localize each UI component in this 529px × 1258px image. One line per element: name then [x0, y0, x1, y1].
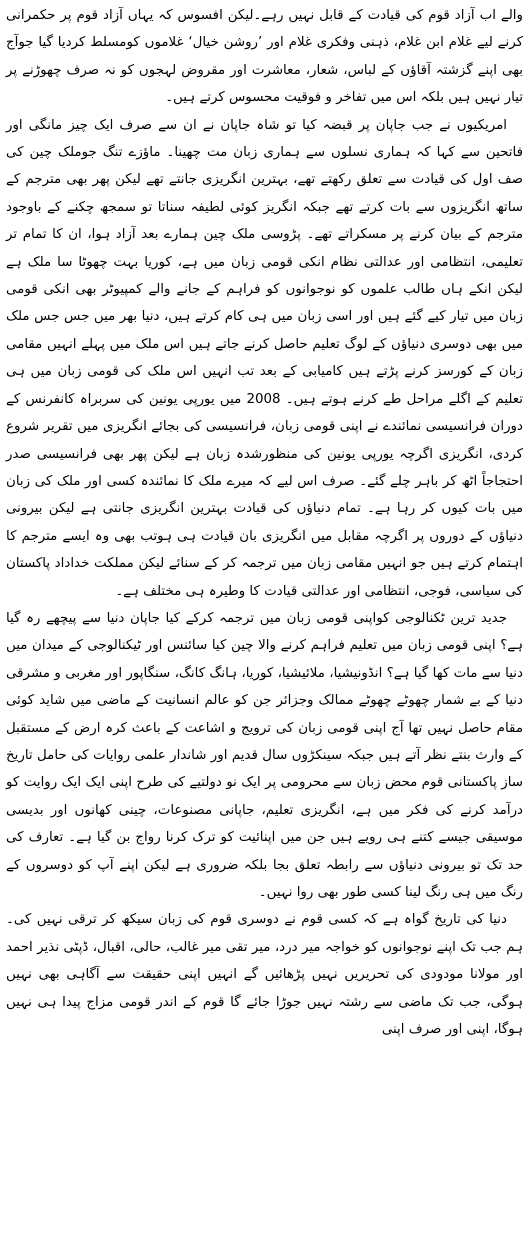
article-paragraph-2: امریکیوں نے جب جاپان پر قبضہ کیا تو شاہ جاپان نے ان سے صرف ایک چیز مانگی اور فاتحین سے کہا کہ ہماری نسلوں سے ہماری زبان مت چھینا۔ ماؤزے تنگ جوملک چین کی صف اول کی قیادت سے تعلق رکھتے تھے، بہترین انگریزی جانتے تھے لیکن پھر بھی مترجم کے ساتھ انگریزوں سے بات کرتے تھے جبکہ انگریز کوئی لطیفہ سناتا تو سمجھ چکنے کے باوجود مترجم کے بیان کرنے پر مسکراتے تھے۔ پڑوسی ملک چین ہمارے بعد آزاد ہوا، ان کا تمام تر تعلیمی، انتظامی اور عدالتی نظام انکی قومی زبان میں ہے، کوریا بہت چھوٹا سا ملک ہے لیکن انکے ہاں طالب علموں کو نوجوانوں کو فراہم کے جانے والے کمپیوٹر بھی انکی قومی زبان میں تیار کیے گئے ہیں اور اسی زبان میں ہی کام کرتے ہیں، دنیا بھر میں جس جس ملک میں بھی دوسری دنیاؤں کے لوگ تعلیم حاصل کرنے جاتے ہیں اس ملک میں پہلے انہیں مقامی زبان کے کورسز کرنے پڑتے ہیں کامیابی کے بعد تب انہیں اس ملک کی قومی زبان میں ہی تعلیم کے اگلے مراحل طے کرنے ہوتے ہیں۔ 2008 میں یورپی یونین کی سربراہ کانفرنس کے دوران فرانسیسی نمائندے نے اپنی قومی زبان، فرانسیسی کی بجائے انگریزی میں تقریر شروع کردی، انگریزی اگرچہ یورپی یونین کی منظورشدہ زبان ہے لیکن پھر بھی فرانسیسی صدر احتجاجاً اٹھ کر باہر چلے گئے۔ صرف اس لیے کہ میرے ملک کا نمائندہ کسی اور ملک کی زبان میں بات کیوں کر رہا ہے۔ تمام دنیاؤں کی قیادت بہترین انگریزی جانتی ہے لیکن بیرونی دنیاؤں کے دوروں پر اگرچہ مقابل میں انگریزی بان قیادت ہی ہوتب بھی وہ ایسے مترجم کا اہتمام کرتے ہیں جو انہیں مقامی زبان میں ترجمہ کر کے سنائے لیکن مملکت خداداد پاکستان کی سیاسی، فوجی، انتظامی اور عدالتی قیادت کا وطیرہ ہی مختلف ہے۔ — [6, 117, 523, 599]
article-paragraph-3: جدید ترین ٹکنالوجی کواپنی قومی زبان میں ترجمہ کرکے کیا جاپان دنیا سے پیچھے رہ گیا ہے؟ اپنی قومی زبان میں تعلیم فراہم کرنے والا چین کیا سائنس اور ٹیکنالوجی کے میدان میں دنیا سے مات کھا گیا ہے؟ انڈونیشیا، ملائیشیا، کوریا، ہانگ کانگ، سنگاپور اور مغربی و مشرقی دنیا کے بے شمار چھوٹے چھوٹے ممالک وجزائر جن کو عالم انسانیت کے ماضی میں شاید کوئی مقام حاصل نہیں تھا آج اپنی قومی زبان کی ترویج و اشاعت کے باعث کرہ ارض کے مستقبل کے وارث بنتے نظر آتے ہیں جبکہ سینکڑوں سال قدیم اور شاندار علمی روایات کی حامل تاریخ ساز پاکستانی قوم محض زبان سے محرومی پر ایک نو دولتیے کی طرح اپنی ایک ایک روایت کو درآمد کرنے کی فکر میں ہے، انگریزی تعلیم، جاپانی مصنوعات، چینی کھانوں اور بدیسی موسیقی جیسے کتنے ہی رویے ہیں جن میں اپنائیت کو ترک کرنا رواج بن گیا ہے۔ تعارف کی حد تک تو بیرونی دنیاؤں سے رابطہ تعلق بجا بلکہ ضروری ہے لیکن اپنے آپ کو دوسروں کے رنگ میں ہی رنگ لینا کسی طور بھی روا نہیں۔ — [6, 610, 523, 900]
article-paragraph-1: والے اب آزاد قوم کی قیادت کے قابل نہیں رہے۔لیکن افسوس کہ یہاں آزاد قوم پر حکمرانی کرنے لیے غلام ابن غلام، ذہنی وفکری غلام اور ’روشن خیال‘ غلاموں کومسلط کردیا گیا جوآج بھی اپنے گزشتہ آقاؤں کے لباس، شعار، معاشرت اور مقروض لہجوں کو نہ صرف چھوڑنے پر تیار نہیں ہیں بلکہ اس میں تفاخر و فوقیت محسوس کرتے ہیں۔ — [6, 8, 523, 106]
article-paragraph-4: دنیا کی تاریخ گواہ ہے کہ کسی قوم نے دوسری قوم کی زبان سیکھ کر ترقی نہیں کی۔ ہم جب تک اپنے نوجوانوں کو خواجہ میر درد، میر تقی میر غالب، حالی، اقبال، ڈپٹی نذیر احمد اور مولانا مودودی کی تحریریں نہیں پڑھائیں گے انہیں اپنی حقیقت سے آگاہی بھی نہیں ہوگی، جب تک ماضی سے رشتہ نہیں جوڑا جائے گا قوم کے اندر قومی مزاج پیدا ہی نہیں ہوگا، اپنی اور صرف اپنی — [6, 912, 523, 1038]
